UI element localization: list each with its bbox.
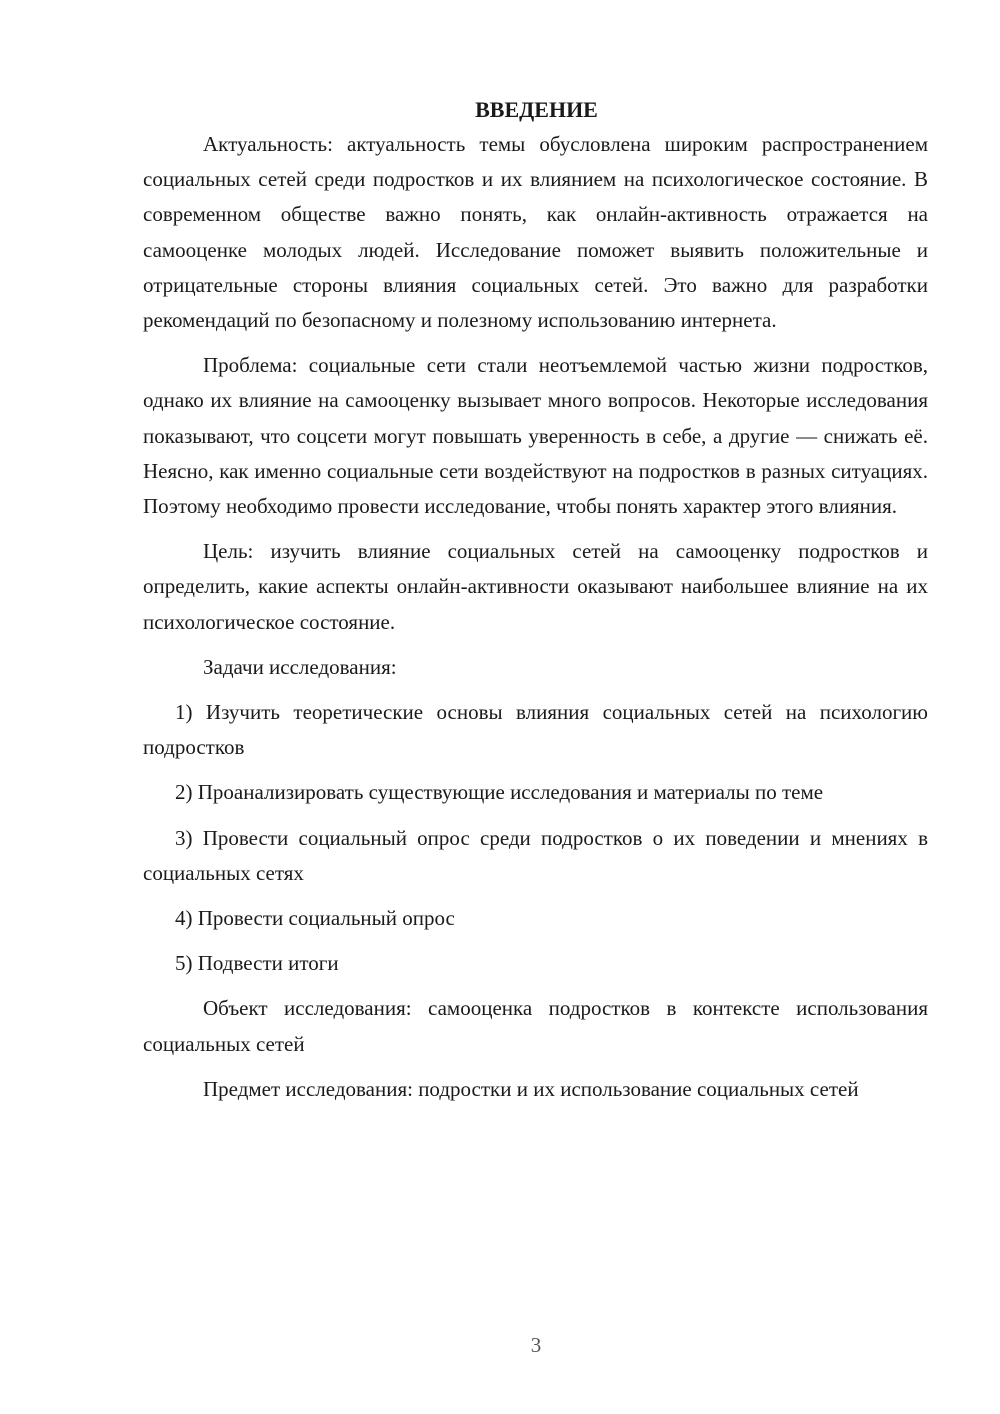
goal-paragraph: Цель: изучить влияние социальных сетей на самооценку подростков и определить, какие аспекты онлайн-активности оказывают наибольшее влияние на их психологическое состояние. bbox=[143, 539, 928, 634]
tasks-heading: Задачи исследования: bbox=[203, 654, 397, 679]
task-item-5: 5) Подвести итоги bbox=[175, 951, 339, 976]
task-item-3: 3) Провести социальный опрос среди подростков о их поведении и мнениях в социальных сетях bbox=[143, 825, 928, 885]
task-item-2: 2) Проанализировать существующие исследования и материалы по теме bbox=[175, 780, 824, 805]
task-item-1: 1) Изучить теоретические основы влияния социальных сетей на психологию подростков bbox=[143, 700, 928, 760]
subject-paragraph: Предмет исследования: подростки и их использование социальных сетей bbox=[203, 1076, 859, 1101]
page-number: 3 bbox=[530, 1333, 542, 1357]
object-paragraph: Объект исследования: самооценка подростков в контексте использования социальных сетей bbox=[143, 996, 928, 1056]
problem-paragraph: Проблема: социальные сети стали неотъемлемой частью жизни подростков, однако их влияние на самооценку вызывает много вопросов. Некоторые исследования показывают, что соцсети могут повышать уверенность в себе, а другие — снижать её. Неясно, как именно социальные сети воздействуют на подростков в разных ситуациях. Поэтому необходимо провести исследование, чтобы понять характер этого влияния. bbox=[143, 353, 928, 519]
page-title: ВВЕДЕНИЕ bbox=[475, 97, 598, 122]
document-page bbox=[143, 92, 928, 1107]
relevance-paragraph: Актуальность: актуальность темы обусловлена широким распространением социальных сетей среди подростков и их влиянием на психологическое состояние. В современном обществе важно понять, как онлайн-активность отражается на самооценке молодых людей. Исследование поможет выявить положительные и отрицательные стороны влияния социальных сетей. Это важно для разработки рекомендаций по безопасному и полезному использованию интернета. bbox=[143, 132, 928, 333]
task-item-4: 4) Провести социальный опрос bbox=[175, 906, 455, 931]
